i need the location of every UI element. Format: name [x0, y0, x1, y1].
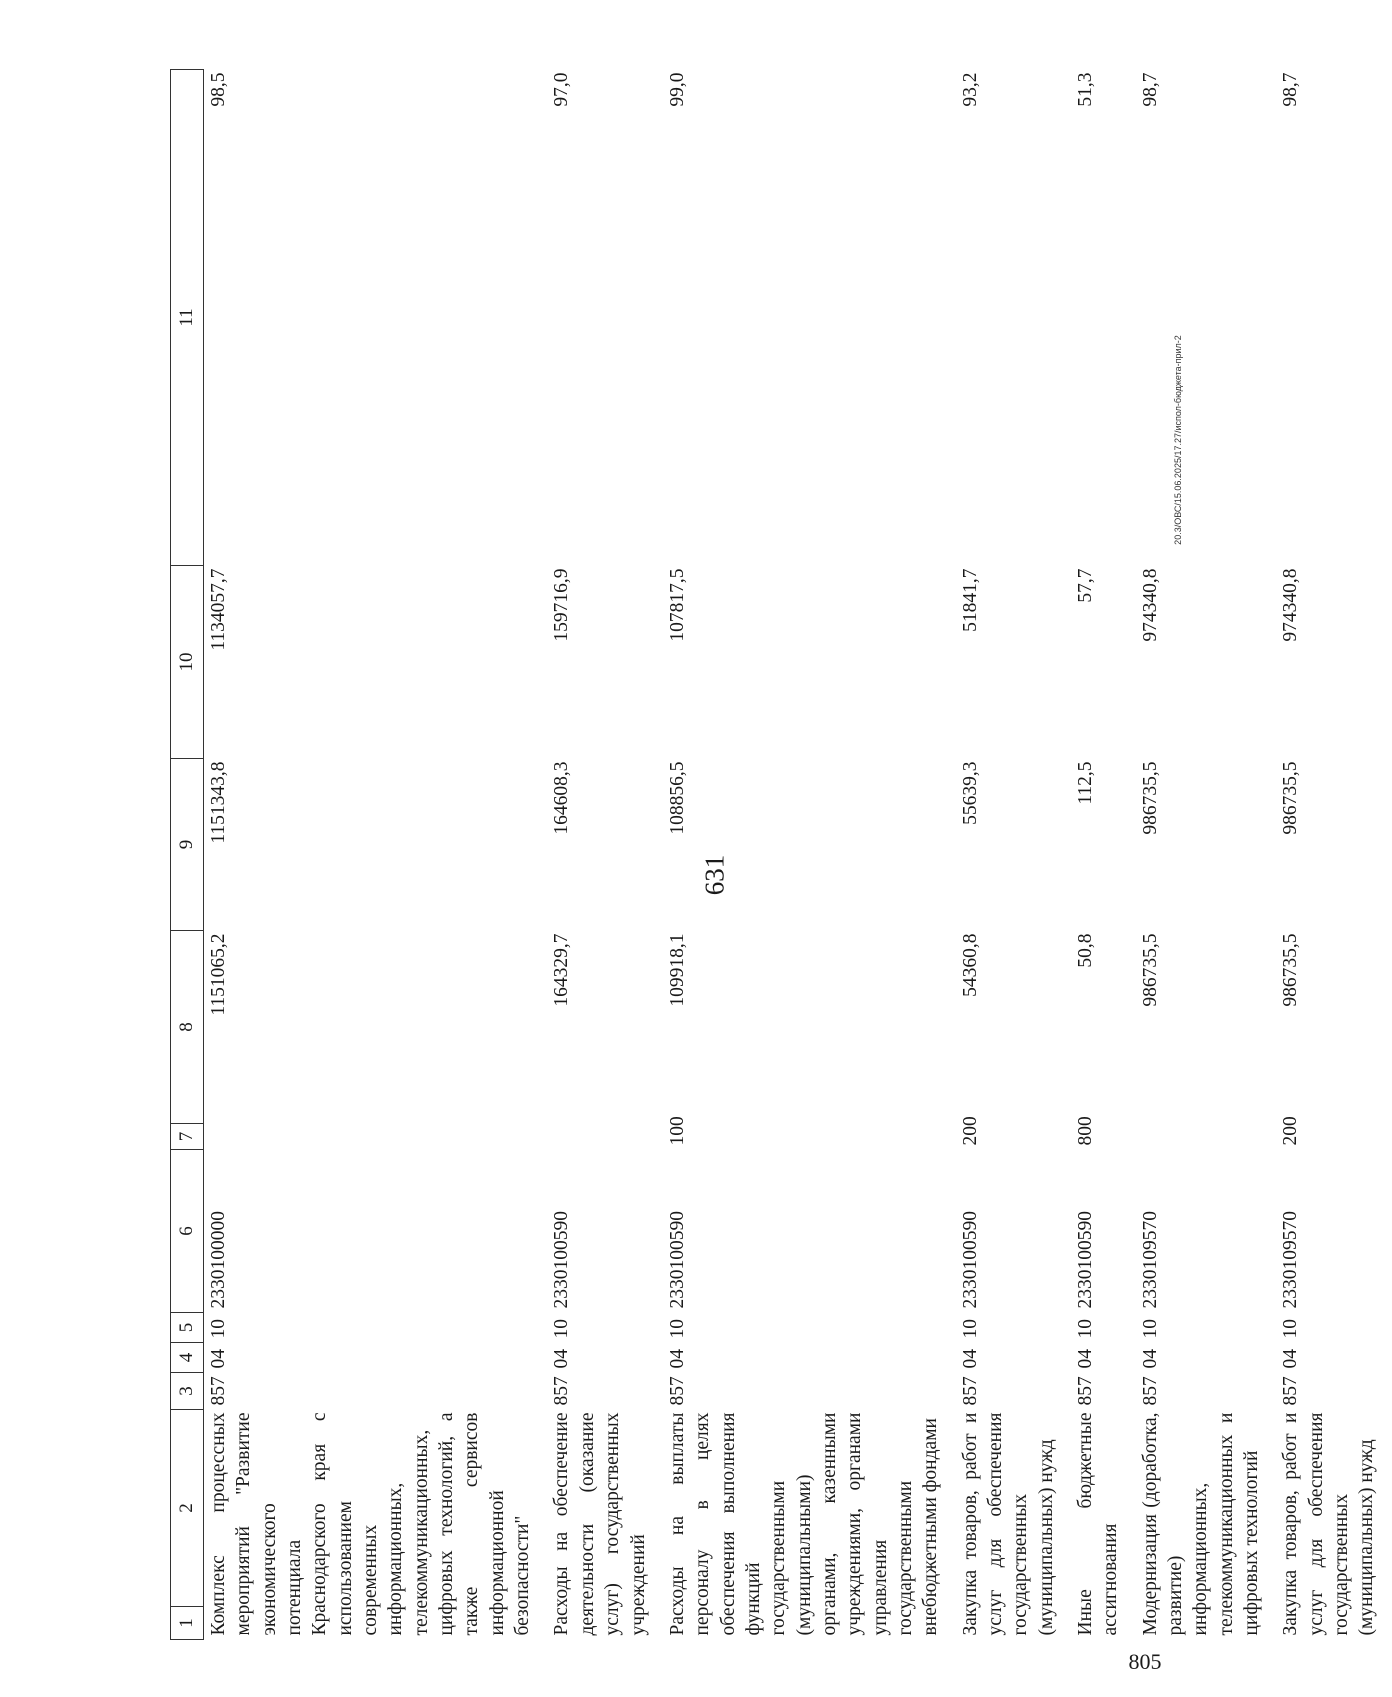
ministry-code: 857 — [1139, 1376, 1161, 1406]
subsection-code: 10 — [208, 1319, 229, 1339]
table-row — [956, 70, 1059, 1640]
executed-amount: 51841,7 — [959, 568, 981, 632]
execution-percent: 98,7 — [1139, 72, 1161, 107]
table-row — [663, 70, 944, 1640]
column-header-9: 9 — [171, 759, 204, 931]
section-code: 04 — [1280, 1349, 1302, 1369]
expense-name: Модернизация (доработка, развитие) информационных, телекоммуникационных и цифровых технологий — [1139, 1412, 1263, 1636]
row-spacer — [1124, 70, 1136, 1640]
expense-type-code: 200 — [959, 1116, 981, 1146]
execution-percent: 98,5 — [208, 72, 229, 107]
row-spacer — [1264, 70, 1276, 1640]
execution-percent: 98,7 — [1280, 72, 1302, 107]
rotated-table-container — [170, 70, 1378, 1640]
target-article-code: 2330109570 — [1280, 1211, 1302, 1309]
expense-name: Расходы на выплаты персоналу в целях обеспечения выполнения функций государственными (муниципальными) органами, казенными учреждениями, органами управления государственными внебюджетными фондами — [666, 1412, 942, 1636]
row-spacer — [1059, 70, 1071, 1640]
expense-type-code — [547, 1124, 650, 1150]
budget-list-amount: 55639,3 — [959, 761, 981, 825]
table-body — [204, 70, 1392, 1640]
document-stamp: 20.3/ОВС/15.06.2025/17.27/испол-бюджета-прил-2 — [1173, 335, 1183, 545]
execution-percent: 93,2 — [959, 72, 981, 107]
target-article-code: 2330100590 — [551, 1211, 573, 1309]
approved-amount: 54360,8 — [959, 933, 981, 997]
column-header-3: 3 — [171, 1373, 204, 1410]
row-spacer — [944, 70, 956, 1640]
row-spacer-cell — [535, 70, 547, 1640]
subsection-code: 10 — [1075, 1319, 1096, 1339]
execution-percent: 51,3 — [1075, 72, 1096, 107]
row-spacer-cell — [1124, 70, 1136, 1640]
expense-type-code — [204, 1124, 536, 1150]
ministry-code: 857 — [1075, 1376, 1096, 1406]
approved-amount: 986735,5 — [1139, 933, 1161, 1007]
section-code: 04 — [208, 1349, 229, 1369]
column-header-7: 7 — [171, 1124, 204, 1150]
executed-amount: 57,7 — [1075, 568, 1096, 603]
ministry-code: 857 — [666, 1376, 688, 1406]
ministry-code: 857 — [551, 1376, 573, 1406]
sheet-number: 805 — [1128, 1649, 1162, 1674]
column-header-4: 4 — [171, 1343, 204, 1373]
expense-type-code: 200 — [1280, 1116, 1302, 1146]
budget-list-amount: 112,5 — [1075, 761, 1096, 805]
header-row — [171, 70, 204, 1640]
column-header-11: 11 — [171, 70, 204, 566]
column-header-8: 8 — [171, 931, 204, 1124]
expense-name: Закупка товаров, работ и услуг для обеспечения государственных (муниципальных) нужд — [959, 1412, 1057, 1636]
table-row — [1136, 70, 1265, 1640]
approved-amount: 109918,1 — [666, 933, 688, 1007]
approved-amount: 1151065,2 — [208, 933, 229, 1016]
target-article-code: 2330100000 — [208, 1211, 229, 1309]
expense-type-code: 100 — [666, 1116, 688, 1146]
ministry-code: 857 — [1280, 1376, 1302, 1406]
approved-amount: 164329,7 — [551, 933, 573, 1007]
executed-amount: 107817,5 — [666, 568, 688, 642]
column-header-10: 10 — [171, 566, 204, 759]
ministry-code: 857 — [959, 1376, 981, 1406]
execution-percent: 97,0 — [551, 72, 573, 107]
row-spacer — [651, 70, 663, 1640]
table-row — [1276, 70, 1379, 1640]
target-article-code: 2330100590 — [1075, 1211, 1096, 1309]
executed-amount: 1134057,7 — [208, 568, 229, 651]
row-spacer — [1380, 70, 1392, 1640]
execution-percent: 99,0 — [666, 72, 688, 107]
executed-amount: 974340,8 — [1280, 568, 1302, 642]
row-spacer-cell — [1059, 70, 1071, 1640]
budget-list-amount: 986735,5 — [1280, 761, 1302, 835]
expense-name: Иные бюджетные ассигнования — [1075, 1412, 1122, 1636]
row-spacer — [535, 70, 547, 1640]
column-header-1: 1 — [171, 1607, 204, 1640]
executed-amount: 974340,8 — [1139, 568, 1161, 642]
section-code: 04 — [1139, 1349, 1161, 1369]
budget-list-amount: 164608,3 — [551, 761, 573, 835]
row-spacer-cell — [651, 70, 663, 1640]
subsection-code: 10 — [551, 1319, 573, 1339]
expense-name: Расходы на обеспечение деятельности (оказание услуг) государственных учреждений — [551, 1412, 649, 1636]
table-row — [547, 70, 650, 1640]
expense-type-code: 800 — [1075, 1116, 1096, 1146]
executed-amount: 159716,9 — [551, 568, 573, 642]
expense-name: Закупка товаров, работ и услуг для обеспечения государственных (муниципальных) нужд — [1280, 1412, 1378, 1636]
table-row — [204, 70, 536, 1640]
budget-table — [170, 69, 1392, 1640]
target-article-code: 2330100590 — [666, 1211, 688, 1309]
column-header-6: 6 — [171, 1150, 204, 1313]
table-row — [1071, 70, 1124, 1640]
section-code: 04 — [551, 1349, 573, 1369]
section-code: 04 — [1075, 1349, 1096, 1369]
row-spacer-cell — [1380, 70, 1392, 1640]
expense-type-code — [1136, 1124, 1265, 1150]
expense-name: Комплекс процессных мероприятий "Развитие экономического потенциала Краснодарского края с использованием современных информационных, телекоммуникационных, цифровых технологий, а также сервисов информационной безопасности" — [208, 1412, 534, 1636]
budget-list-amount: 986735,5 — [1139, 761, 1161, 835]
subsection-code: 10 — [1280, 1319, 1302, 1339]
budget-list-amount: 108856,5 — [666, 761, 688, 835]
approved-amount: 50,8 — [1075, 933, 1096, 968]
subsection-code: 10 — [666, 1319, 688, 1339]
subsection-code: 10 — [959, 1319, 981, 1339]
target-article-code: 2330109570 — [1139, 1211, 1161, 1309]
approved-amount: 986735,5 — [1280, 933, 1302, 1007]
subsection-code: 10 — [1139, 1319, 1161, 1339]
column-header-2: 2 — [171, 1410, 204, 1607]
section-code: 04 — [666, 1349, 688, 1369]
page-number: 631 — [699, 854, 730, 896]
budget-list-amount: 1151343,8 — [208, 761, 229, 844]
row-spacer-cell — [1264, 70, 1276, 1640]
row-spacer-cell — [944, 70, 956, 1640]
section-code: 04 — [959, 1349, 981, 1369]
column-header-5: 5 — [171, 1313, 204, 1343]
target-article-code: 2330100590 — [959, 1211, 981, 1309]
ministry-code: 857 — [208, 1376, 229, 1406]
